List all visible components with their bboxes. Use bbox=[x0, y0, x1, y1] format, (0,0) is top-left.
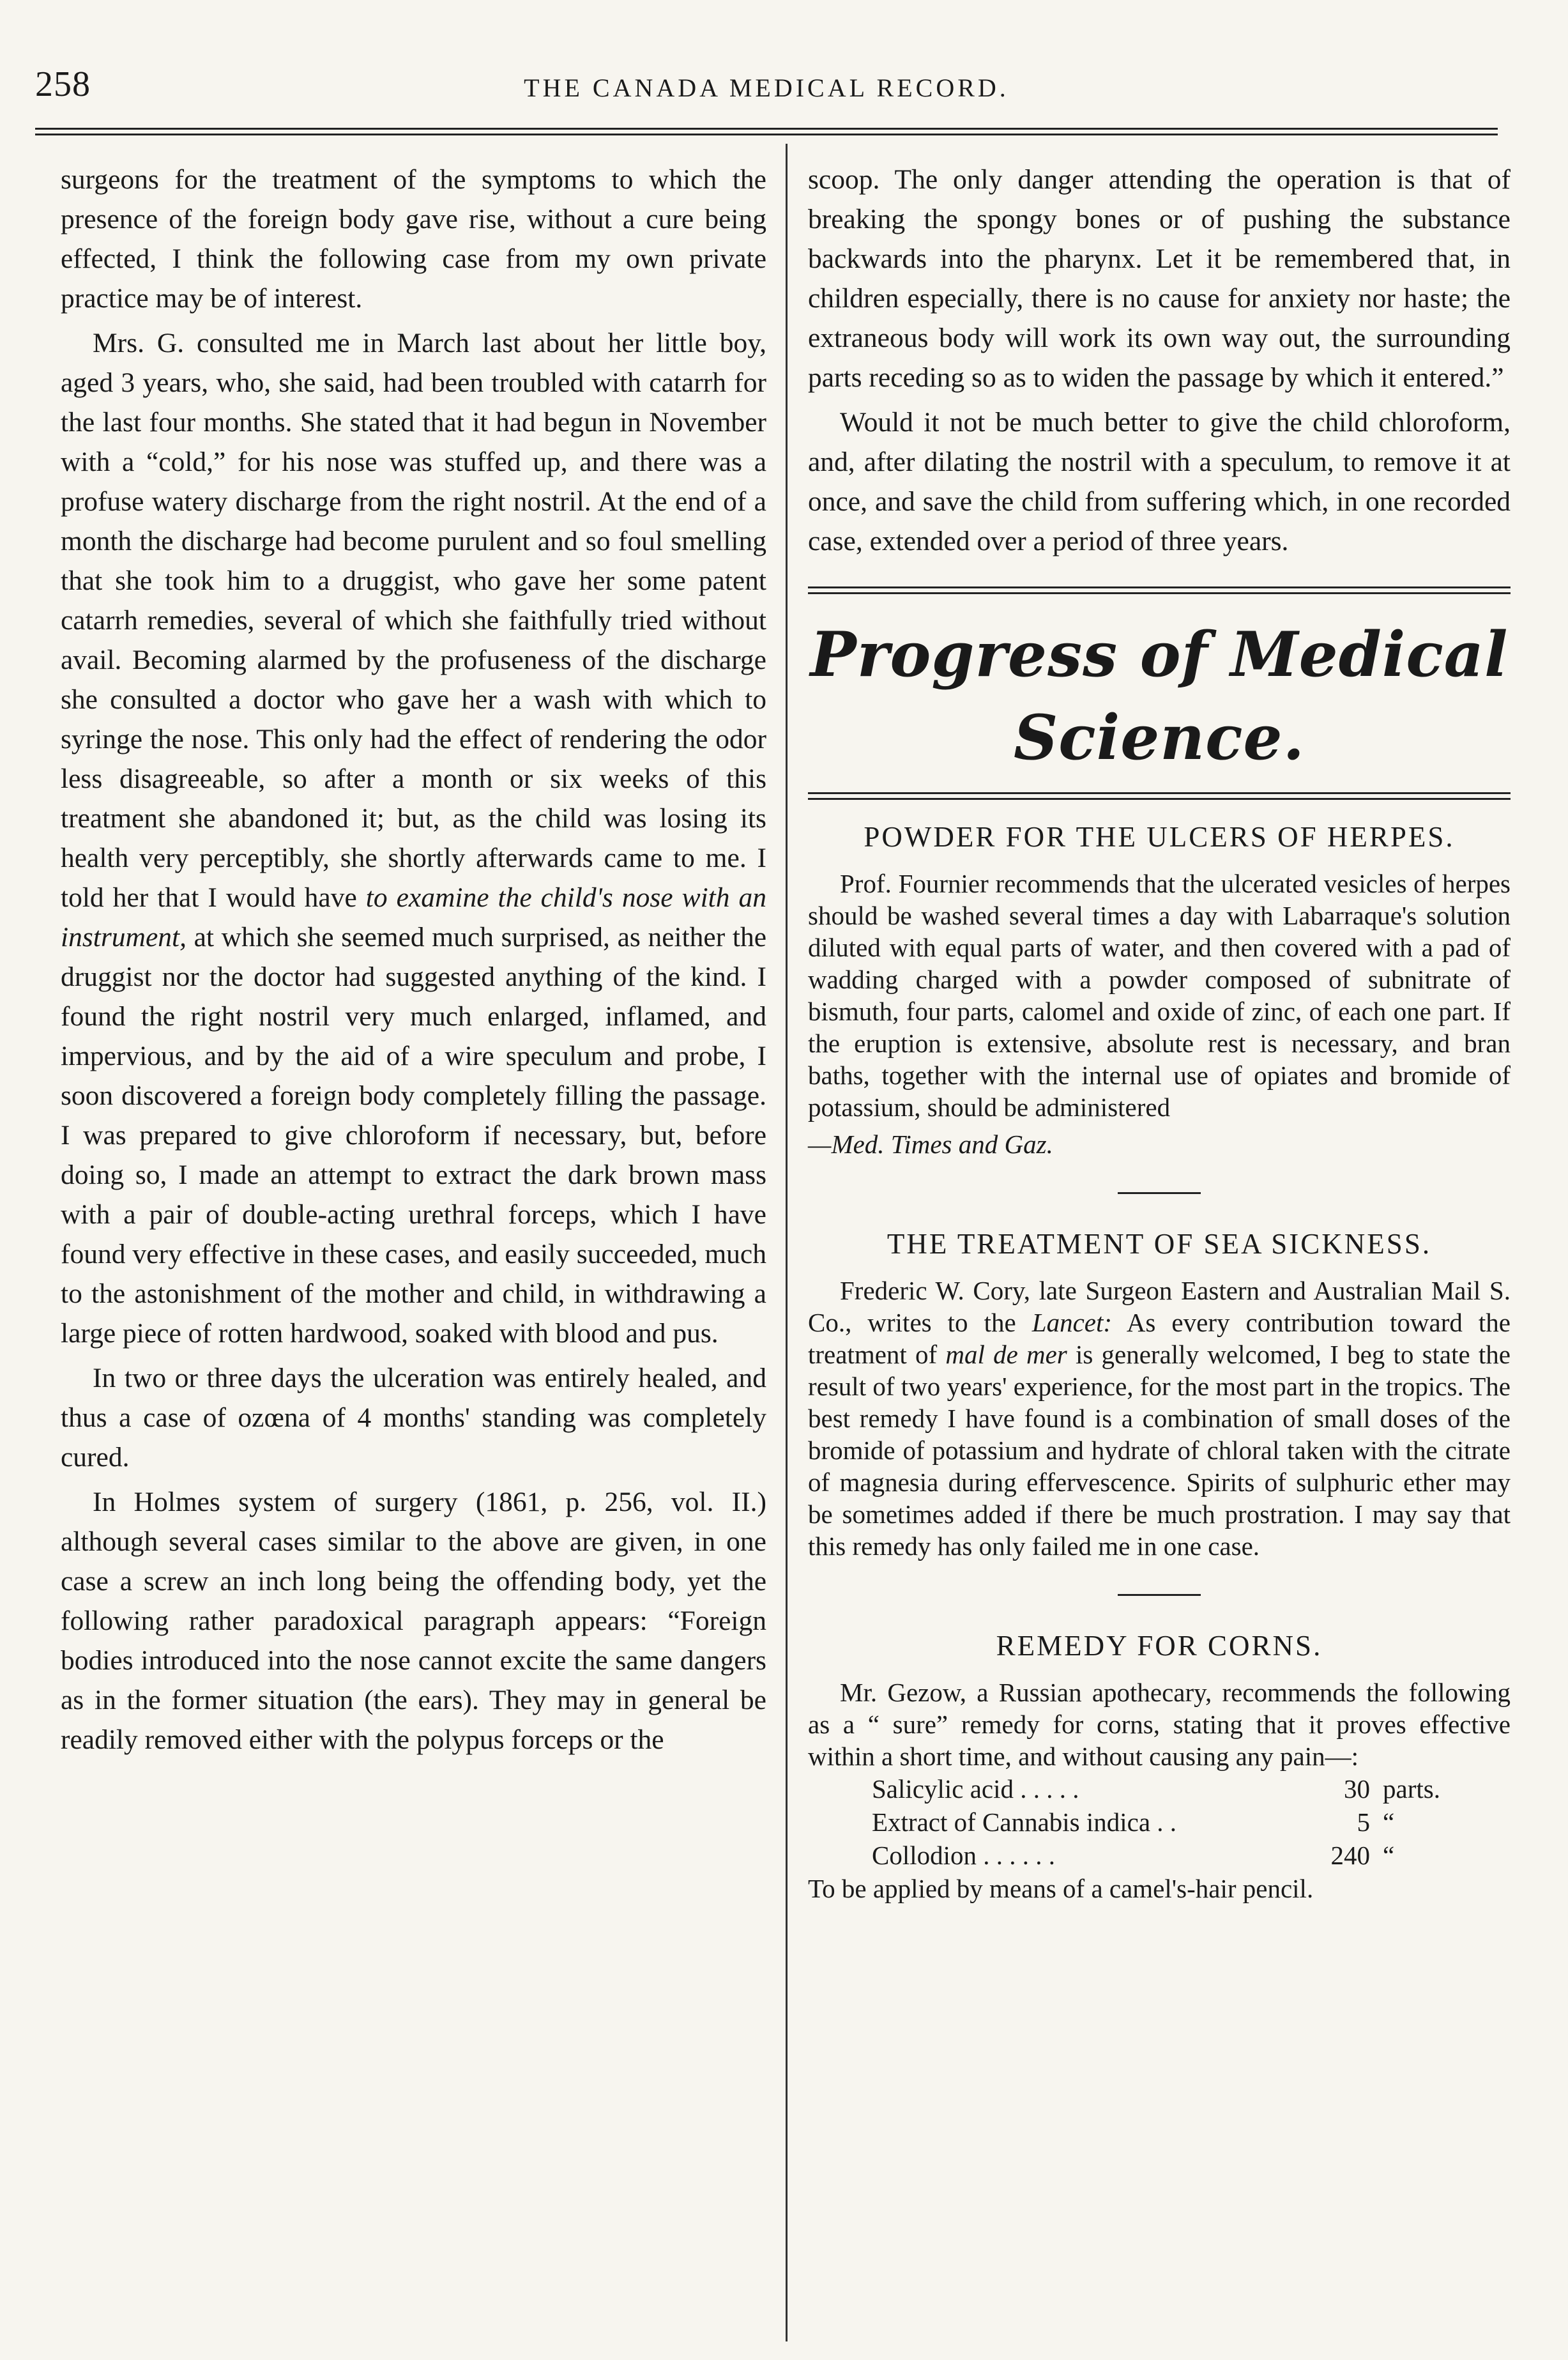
article-sea-part-a: Frederic W. Cory, late Surgeon Eastern and Australian Mail S. Co., writes to the bbox=[808, 1276, 1511, 1337]
article-heading-sea-sickness: THE TREATMENT OF SEA SICKNESS. bbox=[887, 1228, 1432, 1260]
right-column bbox=[808, 160, 1511, 1905]
article-separator-2 bbox=[1118, 1594, 1201, 1596]
left-paragraph-2-part-a: Mrs. G. consulted me in March last about her little boy, aged 3 years, who, she said, had been troubled with catarrh for the last four months. She stated that it had begun in November with a “cold,” for his nose was stuffed up, and there was a profuse watery discharge from the right nostril. At the end of a month the discharge had become purulent and so foul smelling that she took him to a druggist, who gave her some patent catarrh remedies, several of which she faithfully tried without avail. Becoming alarmed by the profuseness of the discharge she consulted a doctor who gave her a wash with which to syringe the nose. This only had the effect of rendering the odor less disagreeable, so after a month or six weeks of this treatment she abandoned it; but, as the child was losing its health very perceptibly, she shortly afterwards came to me. I told her that I would have bbox=[61, 328, 766, 913]
article-corns bbox=[808, 1676, 1511, 1772]
right-paragraph-2: Would it not be much better to give the child chloroform, and, after dilating the nostril with a speculum, to remove it at once, and save the child from suffering which, in one recorded case, extended over a period of three years. bbox=[808, 407, 1511, 556]
journal-title: THE CANADA MEDICAL RECORD. bbox=[524, 73, 1009, 102]
article-herpes-body: Prof. Fournier recommends that the ulcerated vesicles of herpes should be washed several times a day with Labarraque's solution diluted with equal parts of water, and then covered with a pad of wadding charged with a powder composed of subnitrate of bismuth, four parts, calomel and oxide of zinc, of each one part. If the eruption is extensive, absolute rest is necessary, and bran baths, together with the internal use of opiates and bromide of potassium, should be administered bbox=[808, 869, 1511, 1122]
article-herpes-source: —Med. Times and Gaz. bbox=[808, 1130, 1053, 1159]
section-rule bbox=[808, 586, 1511, 594]
recipe-row: Extract of Cannabis indica . . 5 “ bbox=[872, 1807, 1395, 1837]
article-herpes bbox=[808, 868, 1511, 1160]
recipe-instructions: To be applied by means of a camel's-hair pencil. bbox=[808, 1874, 1314, 1903]
left-paragraph-2-italic: to examine the child's nose with an instrument, bbox=[61, 882, 767, 953]
left-paragraph-2 bbox=[61, 323, 766, 1353]
header-rule bbox=[35, 128, 1498, 135]
corn-recipe bbox=[872, 1772, 1511, 1872]
page-number: 258 bbox=[35, 65, 91, 104]
section-title: Progress of Medical Science. bbox=[810, 618, 1509, 774]
article-sea-italic-mal-de-mer: mal de mer bbox=[945, 1340, 1067, 1369]
section-rule-bottom bbox=[808, 792, 1511, 800]
left-paragraph-2-part-b: at which she seemed much surprised, as neither the druggist nor the doctor had suggested anything of the kind. I found the right nostril very much enlarged, inflamed, and impervious, and by the aid of a wire speculum and probe, I soon discovered a foreign body completely filling the passage. I was prepared to give chloroform if necessary, but, before doing so, I made an attempt to extract the dark brown mass with a pair of double-acting urethral forceps, which I have found very effective in these cases, and easily succeeded, much to the astonishment of the mother and child, in withdrawing a large piece of rotten hardwood, soaked with blood and pus. bbox=[61, 922, 766, 1349]
left-paragraph-3: In two or three days the ulceration was entirely healed, and thus a case of ozœna of 4 months' standing was completely cured. bbox=[61, 1363, 766, 1473]
column-divider bbox=[786, 144, 788, 2341]
left-column bbox=[61, 160, 766, 1759]
left-paragraph-4: In Holmes system of surgery (1861, p. 256, vol. II.) although several cases similar to the above are given, in one case a screw an inch long being the offending body, yet the following rather paradoxical paragraph appears: “Foreign bodies introduced into the nose cannot excite the same dangers as in the former situation (the ears). They may in general be readily removed either with the polypus forceps or the bbox=[61, 1487, 766, 1755]
left-paragraph-1: surgeons for the treatment of the symptoms to which the presence of the foreign body gave rise, without a cure being effected, I think the following case from my own private practice may be of interest. bbox=[61, 164, 766, 314]
article-sea-italic-lancet: Lancet: bbox=[1031, 1308, 1113, 1337]
article-sea-part-b: As every contribution toward the treatment of bbox=[808, 1308, 1511, 1369]
article-sea-sickness bbox=[808, 1275, 1511, 1562]
recipe-row: Salicylic acid . . . . . 30 parts. bbox=[872, 1774, 1440, 1804]
page-header bbox=[35, 64, 1498, 121]
right-paragraph-1: scoop. The only danger attending the operation is that of breaking the spongy bones or of pushing the substance backwards into the pharynx. Let it be remembered that, in children especially, there is no cause for anxiety nor haste; the extraneous body will work its own way out, the surrounding parts receding so as to widen the passage by which it entered.” bbox=[808, 164, 1511, 393]
article-separator bbox=[1118, 1192, 1201, 1194]
article-sea-part-c: is generally welcomed, I beg to state the result of two years' experience, for the most part in the tropics. The best remedy I have found is a combination of small doses of the bromide of potassium and hydrate of chloral taken with the citrate of magnesia during effervescence. Spirits of sulphuric ether may be sometimes added if there be much prostration. I may say that this remedy has only failed me in one case. bbox=[808, 1340, 1511, 1561]
article-heading-corns: REMEDY FOR CORNS. bbox=[996, 1630, 1323, 1662]
article-heading-herpes: POWDER FOR THE ULCERS OF HERPES. bbox=[864, 821, 1455, 853]
recipe-row: Collodion . . . . . . 240 “ bbox=[872, 1841, 1395, 1870]
article-corns-body: Mr. Gezow, a Russian apothecary, recommends the following as a “ sure” remedy for corns, stating that it proves effective within a short time, and without causing any pain—: bbox=[808, 1678, 1511, 1771]
